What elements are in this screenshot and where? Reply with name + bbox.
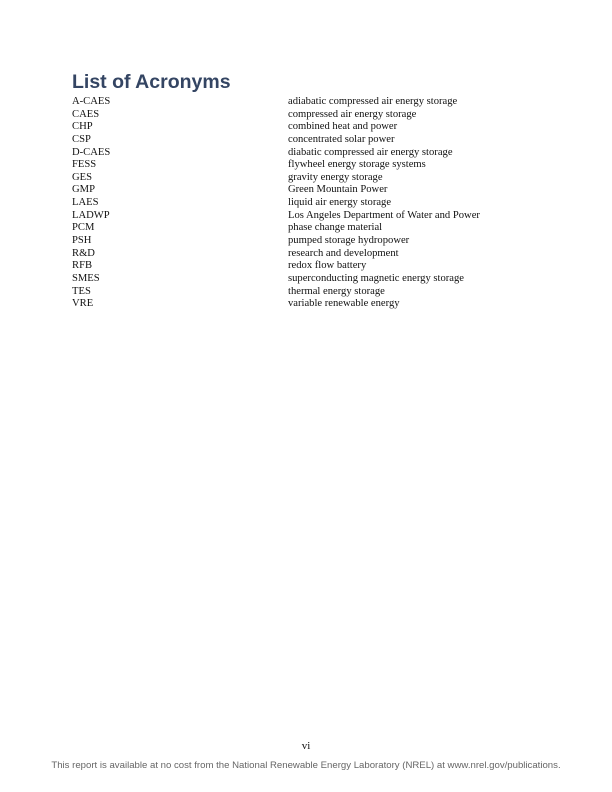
acronym-row (72, 121, 532, 134)
acronym-definition: combined heat and power (288, 121, 398, 133)
acronym-definition: concentrated solar power (288, 133, 395, 145)
acronym-definition: research and development (288, 247, 399, 259)
acronym-list (72, 96, 532, 311)
acronym-row (72, 197, 532, 210)
acronym-row (72, 134, 532, 147)
acronym-definition: compressed air energy storage (288, 108, 417, 120)
acronym-definition: redox flow battery (288, 260, 367, 272)
page-number: vi (301, 740, 311, 752)
footer-note: This report is available at no cost from the National Renewable Energy Laboratory (NREL) at www.nrel.gov/publications. (51, 760, 561, 771)
acronym-abbreviation: PSH (72, 235, 92, 247)
acronym-definition: liquid air energy storage (288, 197, 392, 209)
acronym-row (72, 159, 532, 172)
acronym-definition: flywheel energy storage systems (288, 159, 426, 171)
acronym-definition: variable renewable energy (288, 298, 400, 310)
acronym-abbreviation: RFB (72, 260, 93, 272)
acronym-abbreviation: CAES (72, 108, 100, 120)
acronym-abbreviation: TES (72, 285, 91, 297)
acronym-row (72, 235, 532, 248)
acronym-definition: superconducting magnetic energy storage (288, 272, 465, 284)
acronym-row (72, 222, 532, 235)
acronym-definition: Los Angeles Department of Water and Power (288, 209, 480, 221)
acronym-abbreviation: LAES (72, 197, 99, 209)
acronym-abbreviation: CSP (72, 133, 91, 145)
acronym-abbreviation: PCM (72, 222, 95, 234)
acronym-abbreviation: D-CAES (72, 146, 111, 158)
acronym-abbreviation: FESS (72, 159, 97, 171)
acronym-row (72, 248, 532, 261)
acronym-row (72, 298, 532, 311)
acronym-definition: phase change material (288, 222, 383, 234)
acronym-abbreviation: A-CAES (72, 96, 111, 107)
acronym-definition: pumped storage hydropower (288, 235, 410, 247)
acronym-row (72, 273, 532, 286)
acronym-row (72, 109, 532, 122)
acronym-row (72, 210, 532, 223)
acronym-abbreviation: VRE (72, 298, 94, 310)
acronym-definition: diabatic compressed air energy storage (288, 146, 453, 158)
acronym-row (72, 172, 532, 185)
acronym-row (72, 96, 532, 109)
acronym-abbreviation: LADWP (72, 209, 110, 221)
page-title: List of Acronyms (72, 71, 231, 93)
acronym-abbreviation: SMES (72, 272, 100, 284)
acronym-abbreviation: R&D (72, 247, 95, 259)
acronym-definition: thermal energy storage (288, 285, 385, 297)
acronym-definition: gravity energy storage (288, 171, 383, 183)
acronym-definition: adiabatic compressed air energy storage (288, 96, 458, 107)
acronym-row (72, 286, 532, 299)
acronym-row (72, 260, 532, 273)
acronym-abbreviation: GES (72, 171, 93, 183)
acronym-abbreviation: GMP (72, 184, 95, 196)
acronym-row (72, 147, 532, 160)
acronym-definition: Green Mountain Power (288, 184, 388, 196)
acronym-row (72, 184, 532, 197)
acronym-abbreviation: CHP (72, 121, 93, 133)
